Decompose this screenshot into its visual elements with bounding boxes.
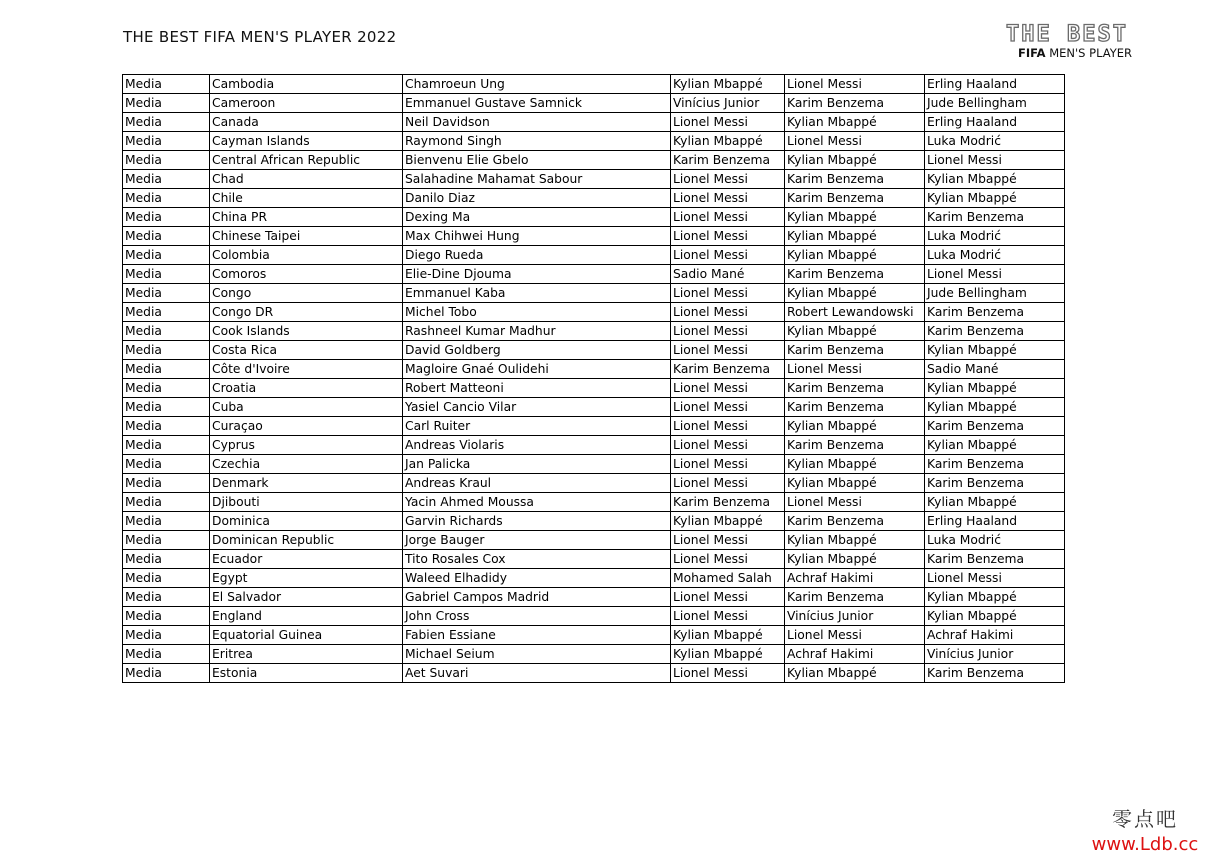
country-cell: Equatorial Guinea [210,626,403,645]
third-place-cell: Erling Haaland [925,113,1065,132]
category-cell: Media [123,360,210,379]
category-cell: Media [123,607,210,626]
third-place-cell: Kylian Mbappé [925,588,1065,607]
second-place-cell: Robert Lewandowski [785,303,925,322]
voter-name-cell: Carl Ruiter [403,417,671,436]
voter-name-cell: Rashneel Kumar Madhur [403,322,671,341]
first-place-cell: Kylian Mbappé [671,75,785,94]
voter-name-cell: Dexing Ma [403,208,671,227]
country-cell: Croatia [210,379,403,398]
third-place-cell: Jude Bellingham [925,94,1065,113]
country-cell: Colombia [210,246,403,265]
second-place-cell: Kylian Mbappé [785,417,925,436]
country-cell: Congo DR [210,303,403,322]
voter-name-cell: Garvin Richards [403,512,671,531]
country-cell: Cayman Islands [210,132,403,151]
country-cell: Costa Rica [210,341,403,360]
category-cell: Media [123,398,210,417]
table-row [123,664,1065,683]
first-place-cell: Lionel Messi [671,303,785,322]
country-cell: Congo [210,284,403,303]
first-place-cell: Lionel Messi [671,455,785,474]
logo-subtitle [1018,46,1132,60]
voter-name-cell: Yacin Ahmed Moussa [403,493,671,512]
table-row [123,170,1065,189]
first-place-cell: Vinícius Junior [671,94,785,113]
third-place-cell: Lionel Messi [925,265,1065,284]
category-cell: Media [123,379,210,398]
first-place-cell: Lionel Messi [671,341,785,360]
second-place-cell: Lionel Messi [785,493,925,512]
second-place-cell: Kylian Mbappé [785,151,925,170]
first-place-cell: Lionel Messi [671,208,785,227]
voter-name-cell: Tito Rosales Cox [403,550,671,569]
second-place-cell: Karim Benzema [785,94,925,113]
voter-name-cell: Neil Davidson [403,113,671,132]
table-row [123,360,1065,379]
category-cell: Media [123,132,210,151]
country-cell: Côte d'Ivoire [210,360,403,379]
second-place-cell: Karim Benzema [785,189,925,208]
logo-wordmark: THE BEST [1006,22,1128,47]
voter-name-cell: Raymond Singh [403,132,671,151]
first-place-cell: Lionel Messi [671,189,785,208]
country-cell: Dominican Republic [210,531,403,550]
country-cell: Cyprus [210,436,403,455]
voter-name-cell: Gabriel Campos Madrid [403,588,671,607]
category-cell: Media [123,94,210,113]
second-place-cell: Achraf Hakimi [785,645,925,664]
table-row [123,474,1065,493]
second-place-cell: Kylian Mbappé [785,284,925,303]
country-cell: Canada [210,113,403,132]
country-cell: Comoros [210,265,403,284]
first-place-cell: Mohamed Salah [671,569,785,588]
category-cell: Media [123,455,210,474]
third-place-cell: Luka Modrić [925,227,1065,246]
second-place-cell: Karim Benzema [785,436,925,455]
watermark-chinese: 零点吧 [1112,807,1178,831]
second-place-cell: Karim Benzema [785,512,925,531]
country-cell: Estonia [210,664,403,683]
first-place-cell: Karim Benzema [671,493,785,512]
second-place-cell: Karim Benzema [785,588,925,607]
country-cell: China PR [210,208,403,227]
category-cell: Media [123,645,210,664]
country-cell: Egypt [210,569,403,588]
country-cell: Eritrea [210,645,403,664]
third-place-cell: Karim Benzema [925,664,1065,683]
table-row [123,341,1065,360]
category-cell: Media [123,474,210,493]
table-row [123,189,1065,208]
voter-name-cell: Bienvenu Elie Gbelo [403,151,671,170]
second-place-cell: Achraf Hakimi [785,569,925,588]
voter-name-cell: Michel Tobo [403,303,671,322]
category-cell: Media [123,170,210,189]
third-place-cell: Kylian Mbappé [925,436,1065,455]
first-place-cell: Lionel Messi [671,550,785,569]
country-cell: Curaçao [210,417,403,436]
voter-name-cell: Magloire Gnaé Oulidehi [403,360,671,379]
category-cell: Media [123,664,210,683]
voter-name-cell: Andreas Violaris [403,436,671,455]
voter-name-cell: Andreas Kraul [403,474,671,493]
country-cell: Ecuador [210,550,403,569]
second-place-cell: Kylian Mbappé [785,664,925,683]
second-place-cell: Vinícius Junior [785,607,925,626]
country-cell: England [210,607,403,626]
category-cell: Media [123,265,210,284]
country-cell: Djibouti [210,493,403,512]
voter-name-cell: Danilo Diaz [403,189,671,208]
category-cell: Media [123,569,210,588]
table-row [123,303,1065,322]
category-cell: Media [123,531,210,550]
table-row [123,75,1065,94]
voter-name-cell: Aet Suvari [403,664,671,683]
category-cell: Media [123,113,210,132]
first-place-cell: Lionel Messi [671,170,785,189]
table-row [123,607,1065,626]
first-place-cell: Lionel Messi [671,664,785,683]
watermark [1087,803,1203,855]
table-row [123,208,1065,227]
first-place-cell: Lionel Messi [671,607,785,626]
second-place-cell: Karim Benzema [785,265,925,284]
third-place-cell: Karim Benzema [925,303,1065,322]
third-place-cell: Luka Modrić [925,246,1065,265]
voter-name-cell: Jorge Bauger [403,531,671,550]
table-row [123,626,1065,645]
category-cell: Media [123,493,210,512]
table-row [123,379,1065,398]
voter-name-cell: Fabien Essiane [403,626,671,645]
voter-name-cell: Max Chihwei Hung [403,227,671,246]
country-cell: Cuba [210,398,403,417]
third-place-cell: Karim Benzema [925,474,1065,493]
second-place-cell: Kylian Mbappé [785,531,925,550]
logo-mens-player: MEN'S PLAYER [1045,46,1133,60]
first-place-cell: Kylian Mbappé [671,645,785,664]
third-place-cell: Kylian Mbappé [925,189,1065,208]
voter-name-cell: Emmanuel Kaba [403,284,671,303]
third-place-cell: Luka Modrić [925,531,1065,550]
second-place-cell: Lionel Messi [785,360,925,379]
table-row [123,512,1065,531]
third-place-cell: Karim Benzema [925,208,1065,227]
voter-name-cell: Jan Palicka [403,455,671,474]
third-place-cell: Karim Benzema [925,455,1065,474]
table-row [123,265,1065,284]
country-cell: Czechia [210,455,403,474]
table-row [123,113,1065,132]
voter-name-cell: Emmanuel Gustave Samnick [403,94,671,113]
third-place-cell: Erling Haaland [925,75,1065,94]
voter-name-cell: Chamroeun Ung [403,75,671,94]
table-row [123,455,1065,474]
third-place-cell: Sadio Mané [925,360,1065,379]
category-cell: Media [123,246,210,265]
third-place-cell: Kylian Mbappé [925,493,1065,512]
third-place-cell: Kylian Mbappé [925,398,1065,417]
table-row [123,322,1065,341]
page-title: THE BEST FIFA MEN'S PLAYER 2022 [123,28,397,46]
country-cell: Dominica [210,512,403,531]
third-place-cell: Luka Modrić [925,132,1065,151]
category-cell: Media [123,284,210,303]
first-place-cell: Lionel Messi [671,322,785,341]
the-best-logo [1006,24,1146,64]
voter-name-cell: Waleed Elhadidy [403,569,671,588]
table-row [123,398,1065,417]
table-row [123,94,1065,113]
first-place-cell: Karim Benzema [671,151,785,170]
second-place-cell: Kylian Mbappé [785,208,925,227]
voter-name-cell: Elie-Dine Djouma [403,265,671,284]
third-place-cell: Lionel Messi [925,569,1065,588]
table-row [123,645,1065,664]
votes-table [122,74,1065,683]
table-row [123,531,1065,550]
second-place-cell: Kylian Mbappé [785,322,925,341]
second-place-cell: Kylian Mbappé [785,227,925,246]
first-place-cell: Lionel Messi [671,436,785,455]
country-cell: Cambodia [210,75,403,94]
table-row [123,417,1065,436]
category-cell: Media [123,208,210,227]
country-cell: Chad [210,170,403,189]
voter-name-cell: John Cross [403,607,671,626]
first-place-cell: Karim Benzema [671,360,785,379]
third-place-cell: Kylian Mbappé [925,170,1065,189]
category-cell: Media [123,512,210,531]
second-place-cell: Kylian Mbappé [785,113,925,132]
table-row [123,436,1065,455]
third-place-cell: Karim Benzema [925,417,1065,436]
table-row [123,569,1065,588]
third-place-cell: Achraf Hakimi [925,626,1065,645]
country-cell: Chinese Taipei [210,227,403,246]
third-place-cell: Jude Bellingham [925,284,1065,303]
third-place-cell: Kylian Mbappé [925,379,1065,398]
voter-name-cell: Salahadine Mahamat Sabour [403,170,671,189]
category-cell: Media [123,417,210,436]
third-place-cell: Karim Benzema [925,550,1065,569]
category-cell: Media [123,75,210,94]
table-row [123,151,1065,170]
country-cell: Central African Republic [210,151,403,170]
voter-name-cell: David Goldberg [403,341,671,360]
first-place-cell: Lionel Messi [671,588,785,607]
first-place-cell: Lionel Messi [671,474,785,493]
voter-name-cell: Yasiel Cancio Vilar [403,398,671,417]
second-place-cell: Lionel Messi [785,626,925,645]
third-place-cell: Kylian Mbappé [925,607,1065,626]
table-row [123,550,1065,569]
first-place-cell: Sadio Mané [671,265,785,284]
first-place-cell: Lionel Messi [671,398,785,417]
table-row [123,284,1065,303]
table-row [123,132,1065,151]
first-place-cell: Kylian Mbappé [671,512,785,531]
third-place-cell: Kylian Mbappé [925,341,1065,360]
third-place-cell: Lionel Messi [925,151,1065,170]
second-place-cell: Karim Benzema [785,170,925,189]
voter-name-cell: Diego Rueda [403,246,671,265]
second-place-cell: Karim Benzema [785,398,925,417]
first-place-cell: Lionel Messi [671,531,785,550]
category-cell: Media [123,436,210,455]
country-cell: Chile [210,189,403,208]
second-place-cell: Karim Benzema [785,379,925,398]
category-cell: Media [123,151,210,170]
watermark-url: www.Ldb.cc [1091,834,1199,855]
category-cell: Media [123,626,210,645]
second-place-cell: Kylian Mbappé [785,550,925,569]
second-place-cell: Lionel Messi [785,132,925,151]
first-place-cell: Lionel Messi [671,227,785,246]
third-place-cell: Erling Haaland [925,512,1065,531]
category-cell: Media [123,341,210,360]
category-cell: Media [123,322,210,341]
second-place-cell: Lionel Messi [785,75,925,94]
table-row [123,227,1065,246]
table-row [123,246,1065,265]
category-cell: Media [123,303,210,322]
country-cell: El Salvador [210,588,403,607]
country-cell: Denmark [210,474,403,493]
category-cell: Media [123,227,210,246]
first-place-cell: Lionel Messi [671,417,785,436]
first-place-cell: Kylian Mbappé [671,132,785,151]
first-place-cell: Lionel Messi [671,246,785,265]
third-place-cell: Karim Benzema [925,322,1065,341]
table-row [123,493,1065,512]
first-place-cell: Lionel Messi [671,379,785,398]
first-place-cell: Lionel Messi [671,113,785,132]
category-cell: Media [123,588,210,607]
second-place-cell: Kylian Mbappé [785,455,925,474]
voter-name-cell: Robert Matteoni [403,379,671,398]
second-place-cell: Kylian Mbappé [785,474,925,493]
logo-fifa: FIFA [1018,46,1046,60]
votes-table-body [123,75,1065,683]
second-place-cell: Karim Benzema [785,341,925,360]
country-cell: Cook Islands [210,322,403,341]
first-place-cell: Kylian Mbappé [671,626,785,645]
category-cell: Media [123,550,210,569]
country-cell: Cameroon [210,94,403,113]
second-place-cell: Kylian Mbappé [785,246,925,265]
voter-name-cell: Michael Seium [403,645,671,664]
first-place-cell: Lionel Messi [671,284,785,303]
category-cell: Media [123,189,210,208]
third-place-cell: Vinícius Junior [925,645,1065,664]
table-row [123,588,1065,607]
